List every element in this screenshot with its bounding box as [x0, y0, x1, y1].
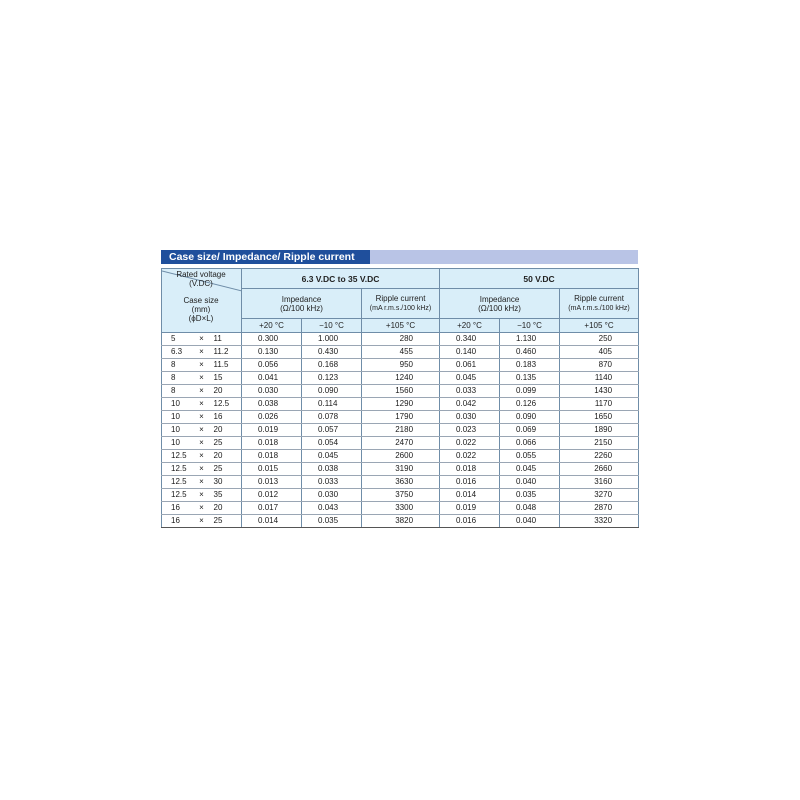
case-length: 11.2 — [212, 346, 242, 359]
impedance-neg10c-b: 0.135 — [500, 372, 560, 385]
case-times: × — [192, 359, 212, 372]
case-times: × — [192, 476, 212, 489]
case-size-label: Case size (mm) (ϕD×L) — [183, 296, 219, 323]
case-length: 35 — [212, 489, 242, 502]
impedance-20c-a: 0.056 — [242, 359, 302, 372]
impedance-20c-a: 0.030 — [242, 385, 302, 398]
case-times: × — [192, 489, 212, 502]
impedance-20c-a: 0.018 — [242, 450, 302, 463]
impedance-20c-b: 0.061 — [440, 359, 500, 372]
temp-pos20-b: +20 °C — [440, 319, 500, 333]
impedance-header-b: Impedance (Ω/100 kHz) — [440, 289, 560, 319]
ripple-current-b: 1650 — [560, 411, 639, 424]
ripple-current-a: 950 — [362, 359, 440, 372]
case-length: 20 — [212, 385, 242, 398]
ripple-current-b: 3160 — [560, 476, 639, 489]
table-row — [162, 411, 639, 424]
case-times: × — [192, 372, 212, 385]
case-times: × — [192, 385, 212, 398]
case-times: × — [192, 424, 212, 437]
table-row — [162, 450, 639, 463]
case-length: 12.5 — [212, 398, 242, 411]
temp-pos20-a: +20 °C — [242, 319, 302, 333]
temp-pos105-b: +105 °C — [560, 319, 639, 333]
case-length: 25 — [212, 515, 242, 528]
table-row — [162, 346, 639, 359]
impedance-neg10c-b: 0.040 — [500, 515, 560, 528]
case-times: × — [192, 463, 212, 476]
impedance-neg10c-a: 0.038 — [302, 463, 362, 476]
impedance-20c-a: 0.015 — [242, 463, 302, 476]
table-row — [162, 515, 639, 528]
ripple-current-a: 1290 — [362, 398, 440, 411]
impedance-20c-a: 0.019 — [242, 424, 302, 437]
ripple-header-b — [560, 289, 639, 319]
impedance-neg10c-a: 0.035 — [302, 515, 362, 528]
impedance-neg10c-b: 0.048 — [500, 502, 560, 515]
case-diameter: 12.5 — [162, 489, 192, 502]
ripple-current-a: 3820 — [362, 515, 440, 528]
temp-neg10-b: −10 °C — [500, 319, 560, 333]
case-length: 20 — [212, 502, 242, 515]
impedance-neg10c-a: 0.045 — [302, 450, 362, 463]
impedance-20c-b: 0.016 — [440, 515, 500, 528]
case-diameter: 6.3 — [162, 346, 192, 359]
impedance-neg10c-a: 0.114 — [302, 398, 362, 411]
temp-neg10-a: −10 °C — [302, 319, 362, 333]
ripple-current-a: 1790 — [362, 411, 440, 424]
impedance-neg10c-b: 0.045 — [500, 463, 560, 476]
ripple-label-b: Ripple current — [574, 294, 624, 303]
impedance-20c-b: 0.033 — [440, 385, 500, 398]
impedance-20c-a: 0.026 — [242, 411, 302, 424]
case-times: × — [192, 450, 212, 463]
impedance-neg10c-b: 1.130 — [500, 333, 560, 346]
impedance-20c-b: 0.019 — [440, 502, 500, 515]
impedance-neg10c-a: 0.078 — [302, 411, 362, 424]
case-times: × — [192, 411, 212, 424]
case-times: × — [192, 398, 212, 411]
case-length: 20 — [212, 424, 242, 437]
table-row — [162, 372, 639, 385]
impedance-20c-b: 0.030 — [440, 411, 500, 424]
ripple-current-b: 1140 — [560, 372, 639, 385]
section-banner — [161, 250, 638, 264]
rated-voltage-label: Rated voltage (V.DC) — [176, 270, 226, 288]
impedance-neg10c-b: 0.090 — [500, 411, 560, 424]
impedance-20c-a: 0.130 — [242, 346, 302, 359]
case-length: 30 — [212, 476, 242, 489]
case-length: 16 — [212, 411, 242, 424]
ripple-unit-b: (mA r.m.s./100 kHz) — [568, 305, 630, 312]
table-row — [162, 398, 639, 411]
case-diameter: 16 — [162, 515, 192, 528]
table-row — [162, 437, 639, 450]
case-diameter: 16 — [162, 502, 192, 515]
case-diameter: 12.5 — [162, 476, 192, 489]
case-diameter: 10 — [162, 437, 192, 450]
impedance-header-a: Impedance (Ω/100 kHz) — [242, 289, 362, 319]
case-diameter: 10 — [162, 411, 192, 424]
impedance-neg10c-a: 0.033 — [302, 476, 362, 489]
ripple-current-b: 2870 — [560, 502, 639, 515]
impedance-neg10c-b: 0.035 — [500, 489, 560, 502]
impedance-neg10c-a: 0.430 — [302, 346, 362, 359]
ripple-current-a: 2470 — [362, 437, 440, 450]
impedance-20c-a: 0.014 — [242, 515, 302, 528]
impedance-20c-a: 0.300 — [242, 333, 302, 346]
impedance-neg10c-a: 0.030 — [302, 489, 362, 502]
impedance-neg10c-b: 0.066 — [500, 437, 560, 450]
impedance-neg10c-a: 0.168 — [302, 359, 362, 372]
impedance-neg10c-a: 0.043 — [302, 502, 362, 515]
spec-table — [161, 268, 639, 528]
ripple-current-b: 2260 — [560, 450, 639, 463]
impedance-20c-a: 0.041 — [242, 372, 302, 385]
case-times: × — [192, 333, 212, 346]
impedance-neg10c-a: 0.090 — [302, 385, 362, 398]
spec-table-body — [162, 333, 639, 528]
case-diameter: 5 — [162, 333, 192, 346]
ripple-current-b: 870 — [560, 359, 639, 372]
impedance-20c-b: 0.018 — [440, 463, 500, 476]
impedance-neg10c-a: 0.054 — [302, 437, 362, 450]
case-length: 20 — [212, 450, 242, 463]
ripple-current-a: 1560 — [362, 385, 440, 398]
ripple-current-a: 2180 — [362, 424, 440, 437]
impedance-20c-a: 0.012 — [242, 489, 302, 502]
ripple-current-a: 3750 — [362, 489, 440, 502]
case-diameter: 10 — [162, 424, 192, 437]
impedance-20c-b: 0.340 — [440, 333, 500, 346]
impedance-20c-b: 0.016 — [440, 476, 500, 489]
impedance-20c-a: 0.013 — [242, 476, 302, 489]
impedance-neg10c-b: 0.040 — [500, 476, 560, 489]
case-length: 25 — [212, 463, 242, 476]
impedance-20c-b: 0.023 — [440, 424, 500, 437]
ripple-current-a: 455 — [362, 346, 440, 359]
impedance-neg10c-a: 0.123 — [302, 372, 362, 385]
impedance-neg10c-b: 0.460 — [500, 346, 560, 359]
case-diameter: 8 — [162, 359, 192, 372]
temp-pos105-a: +105 °C — [362, 319, 440, 333]
voltage-group-50v: 50 V.DC — [440, 269, 639, 289]
case-diameter: 10 — [162, 398, 192, 411]
impedance-20c-b: 0.042 — [440, 398, 500, 411]
ripple-current-b: 2660 — [560, 463, 639, 476]
ripple-current-b: 1890 — [560, 424, 639, 437]
case-diameter: 8 — [162, 385, 192, 398]
table-row — [162, 424, 639, 437]
impedance-20c-b: 0.045 — [440, 372, 500, 385]
ripple-current-b: 1170 — [560, 398, 639, 411]
impedance-neg10c-b: 0.183 — [500, 359, 560, 372]
impedance-20c-b: 0.140 — [440, 346, 500, 359]
ripple-current-a: 3190 — [362, 463, 440, 476]
impedance-neg10c-b: 0.099 — [500, 385, 560, 398]
table-row — [162, 359, 639, 372]
ripple-current-b: 2150 — [560, 437, 639, 450]
voltage-group-6v3-35v: 6.3 V.DC to 35 V.DC — [242, 269, 440, 289]
table-row — [162, 333, 639, 346]
ripple-unit-a: (mA r.m.s./100 kHz) — [369, 305, 432, 312]
ripple-header-a — [362, 289, 440, 319]
case-length: 11 — [212, 333, 242, 346]
impedance-20c-a: 0.017 — [242, 502, 302, 515]
case-diameter: 12.5 — [162, 450, 192, 463]
impedance-20c-a: 0.038 — [242, 398, 302, 411]
case-times: × — [192, 437, 212, 450]
case-diameter: 8 — [162, 372, 192, 385]
case-diameter: 12.5 — [162, 463, 192, 476]
ripple-current-b: 3320 — [560, 515, 639, 528]
impedance-neg10c-a: 0.057 — [302, 424, 362, 437]
case-length: 11.5 — [212, 359, 242, 372]
ripple-current-b: 405 — [560, 346, 639, 359]
impedance-neg10c-b: 0.069 — [500, 424, 560, 437]
table-row — [162, 476, 639, 489]
table-row — [162, 385, 639, 398]
case-times: × — [192, 515, 212, 528]
header-corner — [162, 269, 242, 333]
table-row — [162, 463, 639, 476]
case-length: 25 — [212, 437, 242, 450]
ripple-current-a: 280 — [362, 333, 440, 346]
table-row — [162, 489, 639, 502]
impedance-neg10c-b: 0.126 — [500, 398, 560, 411]
case-times: × — [192, 502, 212, 515]
impedance-20c-a: 0.018 — [242, 437, 302, 450]
impedance-20c-b: 0.014 — [440, 489, 500, 502]
case-length: 15 — [212, 372, 242, 385]
ripple-current-a: 1240 — [362, 372, 440, 385]
section-title: Case size/ Impedance/ Ripple current — [161, 250, 370, 264]
impedance-neg10c-b: 0.055 — [500, 450, 560, 463]
impedance-20c-b: 0.022 — [440, 450, 500, 463]
table-row — [162, 502, 639, 515]
ripple-current-b: 3270 — [560, 489, 639, 502]
ripple-current-a: 3630 — [362, 476, 440, 489]
impedance-20c-b: 0.022 — [440, 437, 500, 450]
case-times: × — [192, 346, 212, 359]
ripple-current-a: 2600 — [362, 450, 440, 463]
ripple-current-a: 3300 — [362, 502, 440, 515]
impedance-neg10c-a: 1.000 — [302, 333, 362, 346]
ripple-current-b: 1430 — [560, 385, 639, 398]
ripple-label-a: Ripple current — [375, 294, 426, 303]
ripple-current-b: 250 — [560, 333, 639, 346]
